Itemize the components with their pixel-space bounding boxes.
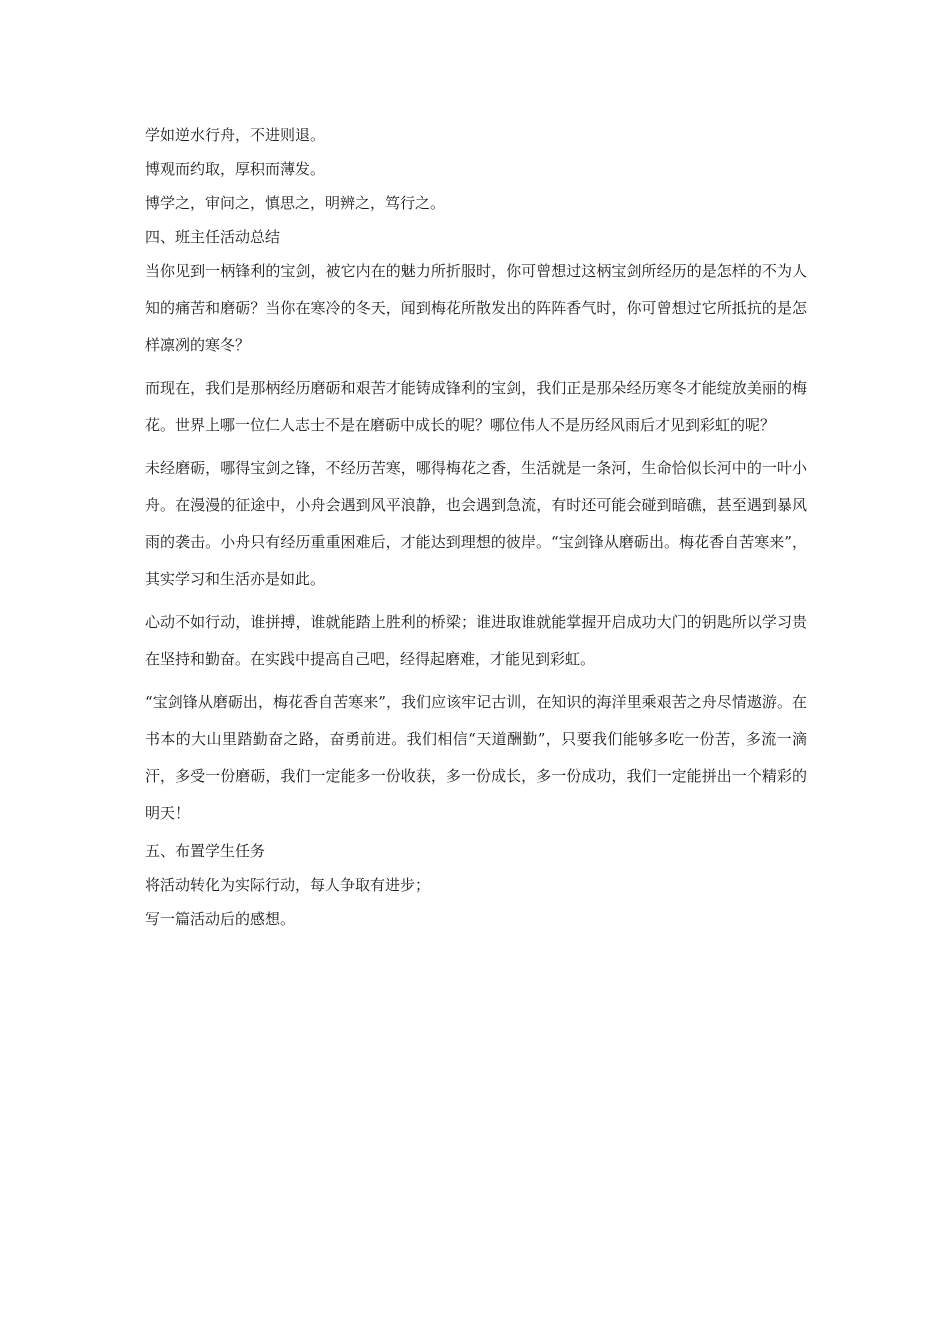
summary-paragraph: 而现在，我们是那柄经历磨砺和艰苦才能铸成锋利的宝剑，我们正是那朵经历寒冬才能绽放美丽的梅花。世界上哪一位仁人志士不是在磨砺中成长的呢？哪位伟人不是历经风雨后才见到彩虹的呢？ (145, 379, 807, 434)
summary-paragraph: 心动不如行动，谁拼搏，谁就能踏上胜利的桥梁；谁进取谁就能掌握开启成功大门的钥匙所以学习贵在坚持和勤奋。在实践中提高自己吧，经得起磨难，才能见到彩虹。 (145, 613, 807, 668)
task-line: 将活动转化为实际行动，每人争取有进步； (145, 876, 431, 894)
quote-line: 博学之，审问之，慎思之，明辨之，笃行之。 (145, 194, 446, 212)
quote-line: 博观而约取，厚积而薄发。 (145, 160, 326, 178)
section-heading-tasks: 五、布置学生任务 (145, 842, 266, 860)
quote-line: 学如逆水行舟，不进则退。 (145, 126, 326, 144)
summary-paragraph: “宝剑锋从磨砺出，梅花香自苦寒来”，我们应该牢记古训，在知识的海洋里乘艰苦之舟尽情遨游。在书本的大山里踏勤奋之路，奋勇前进。我们相信“天道酬勤”，只要我们能够多吃一份苦，多流一滴汗，多受一份磨砺，我们一定能多一份收获，多一份成长，多一份成功，我们一定能拼出一个精彩的明天！ (145, 693, 807, 822)
summary-paragraph: 未经磨砺，哪得宝剑之锋，不经历苦寒，哪得梅花之香，生活就是一条河，生命恰似长河中的一叶小舟。在漫漫的征途中，小舟会遇到风平浪静，也会遇到急流，有时还可能会碰到暗礁，甚至遇到暴风雨的袭击。小舟只有经历重重困难后，才能达到理想的彼岸。“宝剑锋从磨砺出。梅花香自苦寒来”，其实学习和生活亦是如此。 (145, 459, 807, 588)
summary-paragraph: 当你见到一柄锋利的宝剑，被它内在的魅力所折服时，你可曾想过这柄宝剑所经历的是怎样的不为人知的痛苦和磨砺？当你在寒冷的冬天，闻到梅花所散发出的阵阵香气时，你可曾想过它所抵抗的是怎样凛冽的寒冬？ (145, 262, 807, 354)
task-line: 写一篇活动后的感想。 (145, 910, 296, 928)
document-body (145, 122, 807, 940)
section-heading-summary: 四、班主任活动总结 (145, 228, 281, 246)
